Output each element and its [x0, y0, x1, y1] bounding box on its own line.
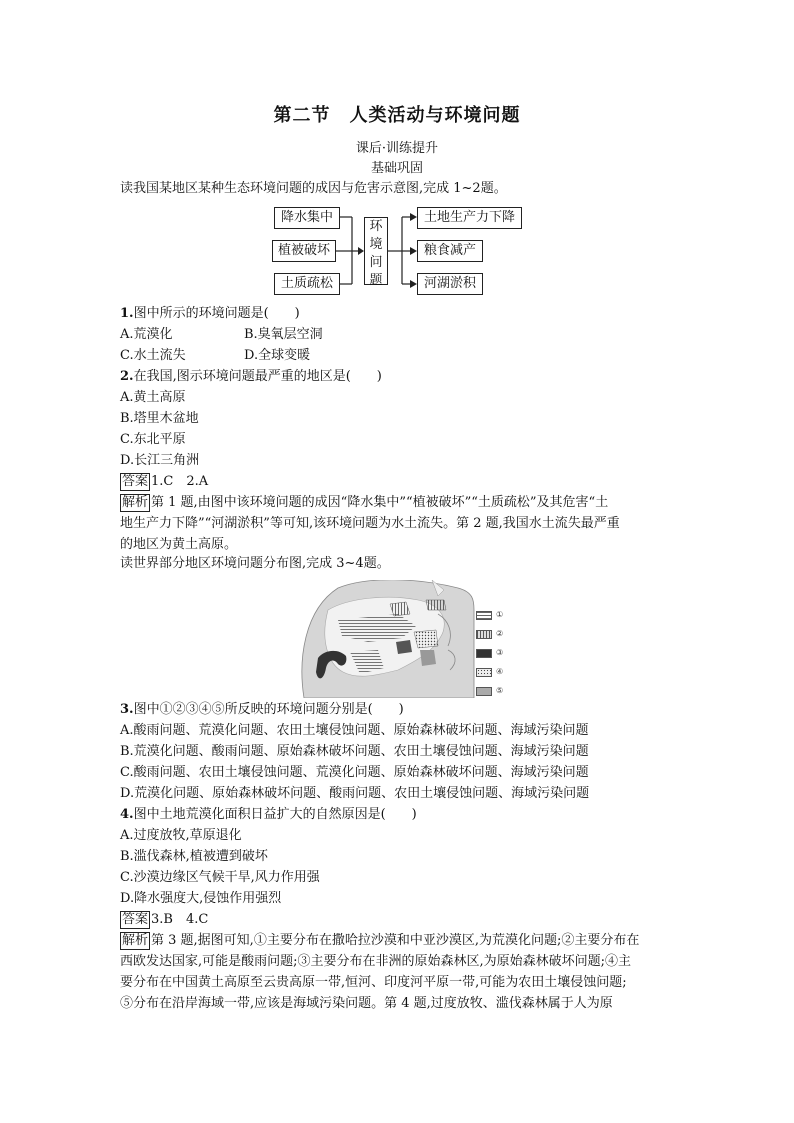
- legend-swatch-4: [476, 668, 492, 677]
- center-char: 题: [369, 273, 383, 288]
- question-1: [120, 304, 300, 324]
- legend-label: ④: [496, 667, 504, 676]
- page-title: 第二节 人类活动与环境问题: [273, 105, 521, 126]
- world-environment-map: [298, 580, 494, 698]
- option-2c: C.东北平原: [120, 432, 186, 447]
- option-4d: D.降水强度大,侵蚀作用强烈: [120, 891, 282, 906]
- answer-tag: 答案: [122, 912, 149, 927]
- cause-box-soil: 土质疏松: [274, 273, 340, 295]
- legend-swatch-5: [476, 687, 492, 696]
- legend-label: ②: [496, 629, 504, 638]
- cause-box-rainfall: 降水集中: [274, 207, 340, 229]
- answer-3-4: [120, 910, 208, 930]
- legend-swatch-2: [476, 630, 492, 639]
- legend-swatch-3: [476, 649, 492, 658]
- map-legend: [474, 608, 514, 698]
- effect-box-siltation: 河湖淤积: [417, 273, 483, 295]
- explanation-3-4: [120, 930, 680, 1014]
- explanation-tag: 解析: [122, 495, 149, 510]
- question-2: [120, 367, 382, 387]
- explanation-line: 要分布在中国黄土高原至云贵高原一带,恒河、印度河平原一带,可能为农田土壤侵蚀问题;: [120, 975, 627, 990]
- option-3d: D.荒漠化问题、原始森林破坏问题、酸雨问题、农田土壤侵蚀问题、海域污染问题: [120, 786, 590, 801]
- option-2a: A.黄土高原: [120, 390, 186, 405]
- option-1a: A.荒漠化: [120, 327, 173, 342]
- map-graphic: [298, 580, 494, 698]
- explanation-line: 第 1 题,由图中该环境问题的成因“降水集中”“植被破坏”“土质疏松”及其危害“土: [151, 495, 609, 510]
- center-char: 环: [369, 219, 383, 234]
- diagram-connectors: [0, 0, 794, 300]
- explanation-line: 第 3 题,据图可知,①主要分布在撒哈拉沙漠和中亚沙漠区,为荒漠化问题;②主要分布在: [151, 933, 640, 948]
- question-number: 1.: [120, 306, 134, 321]
- explanation-line: ⑤分布在沿岸海域一带,应该是海域污染问题。第 4 题,过度放牧、滥伐森林属于人为原: [120, 996, 613, 1011]
- question-stem: 图中①②③④⑤所反映的环境问题分别是( ): [133, 702, 404, 717]
- option-3a: A.酸雨问题、荒漠化问题、农田土壤侵蚀问题、原始森林破坏问题、海域污染问题: [120, 723, 589, 738]
- explanation-tag: 解析: [122, 933, 149, 948]
- answer-tag: 答案: [122, 474, 149, 489]
- center-char: 问: [369, 255, 383, 270]
- legend-swatch-1: [476, 611, 492, 620]
- center-char: 境: [369, 237, 383, 252]
- option-4c: C.沙漠边缘区气候干旱,风力作用强: [120, 870, 320, 885]
- explanation-line: 的地区为黄土高原。: [120, 537, 238, 552]
- intro-text-2: 读世界部分地区环境问题分布图,完成 3~4题。: [120, 556, 390, 571]
- cause-box-vegetation: 植被破坏: [272, 240, 336, 262]
- explanation-line: 西欧发达国家,可能是酸雨问题;③主要分布在非洲的原始森林区,为原始森林破坏问题;④主: [120, 954, 632, 969]
- question-stem: 图中土地荒漠化面积日益扩大的自然原因是( ): [133, 807, 417, 822]
- answer-text: 3.B 4.C: [151, 912, 209, 927]
- question-4: [120, 805, 417, 825]
- center-box-env-problem: [364, 217, 388, 288]
- question-number: 4.: [120, 807, 134, 822]
- effect-box-productivity: 土地生产力下降: [417, 207, 522, 229]
- legend-label: ⑤: [496, 686, 504, 695]
- option-3c: C.酸雨问题、农田土壤侵蚀问题、荒漠化问题、原始森林破坏问题、海域污染问题: [120, 765, 589, 780]
- question-stem: 在我国,图示环境问题最严重的地区是( ): [133, 369, 382, 384]
- option-2b: B.塔里木盆地: [120, 411, 199, 426]
- section-heading: 基础巩固: [370, 161, 423, 176]
- intro-text-1: 读我国某地区某种生态环境问题的成因与危害示意图,完成 1~2题。: [120, 181, 507, 196]
- option-1c: C.水土流失: [120, 348, 186, 363]
- question-3: [120, 700, 404, 720]
- explanation-line: 地生产力下降”“河湖淤积”等可知,该环境问题为水土流失。第 2 题,我国水土流失最严重: [120, 516, 620, 531]
- option-4a: A.过度放牧,草原退化: [120, 828, 242, 843]
- answer-1-2: [120, 472, 208, 492]
- option-4b: B.滥伐森林,植被遭到破坏: [120, 849, 268, 864]
- option-2d: D.长江三角洲: [120, 453, 200, 468]
- answer-text: 1.C 2.A: [151, 474, 209, 489]
- question-number: 2.: [120, 369, 134, 384]
- question-stem: 图中所示的环境问题是( ): [133, 306, 300, 321]
- section-subtitle: 课后·训练提升: [355, 141, 439, 156]
- option-1d: D.全球变暖: [244, 348, 311, 363]
- explanation-1-2: [120, 492, 680, 555]
- option-3b: B.荒漠化问题、酸雨问题、原始森林破坏问题、农田土壤侵蚀问题、海域污染问题: [120, 744, 589, 759]
- question-number: 3.: [120, 702, 134, 717]
- legend-label: ③: [496, 648, 504, 657]
- effect-box-grain: 粮食减产: [417, 240, 483, 262]
- option-1b: B.臭氧层空洞: [244, 327, 323, 342]
- legend-label: ①: [496, 610, 504, 619]
